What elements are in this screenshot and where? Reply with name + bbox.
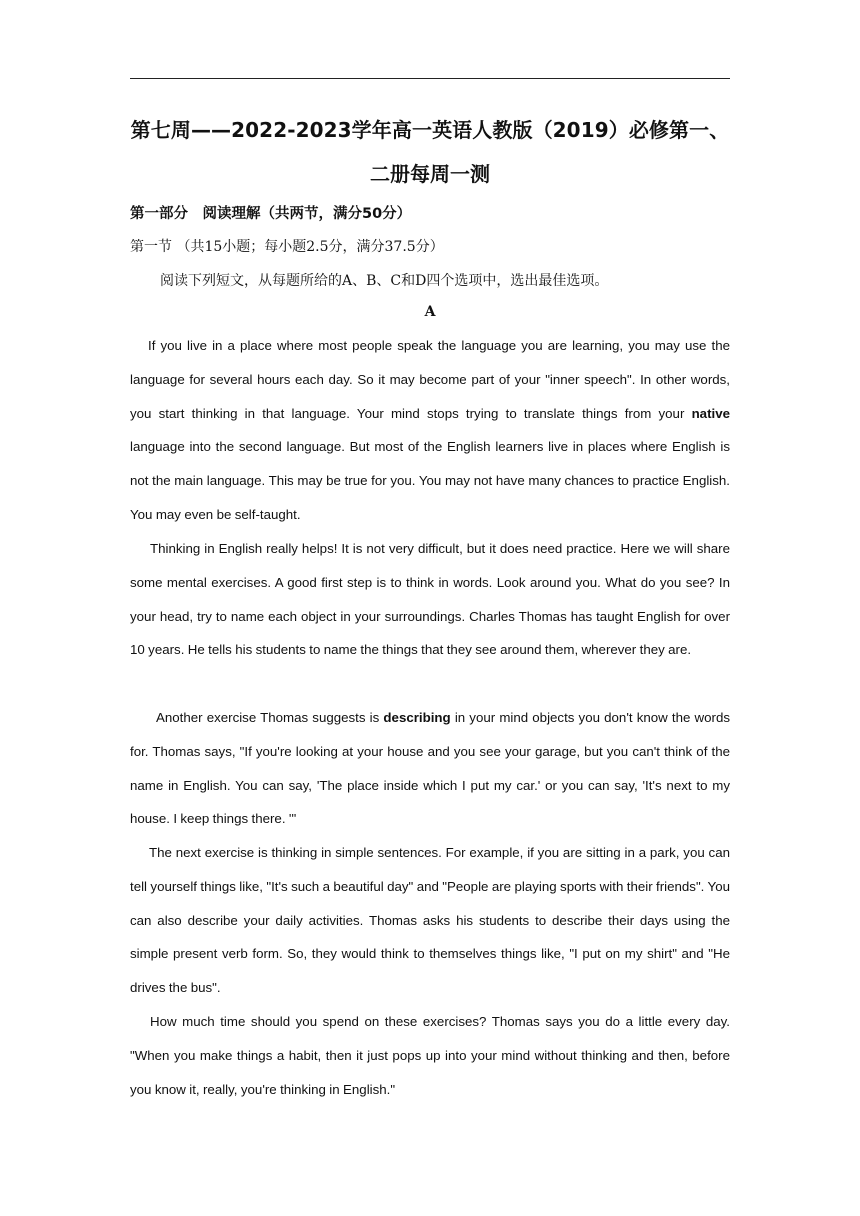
document-title-line-1: 第七周——2022-2023学年高一英语人教版（2019）必修第一、: [130, 118, 730, 142]
document-title-line-2: 二册每周一测: [370, 162, 490, 186]
paragraph-3-text-b: in your mind objects you don't know the words for. Thomas says, "If you're looking at your house and you see your garage, but you can't think of the name in English. You can say, 'The place inside which I put my car.' or you can say, 'It's next to my house. I keep things there. '": [130, 710, 730, 827]
bold-word-describing: describing: [383, 710, 451, 725]
paragraph-5: How much time should you spend on these exercises? Thomas says you do a little every day. "When you make things a habit, then it just pops up into your mind without thinking and then, before you know it, really, you're thinking in English.": [130, 1014, 730, 1097]
instruction-text: 阅读下列短文，从每题所给的A、B、C和D四个选项中，选出最佳选项。: [160, 273, 609, 289]
header-rule: [130, 78, 730, 79]
section-heading: 第一节 （共15小题；每小题2.5分，满分37.5分）: [130, 239, 444, 255]
paragraph-3-text-a: Another exercise Thomas suggests is: [156, 710, 384, 725]
paragraph-2: Thinking in English really helps! It is not very difficult, but it does need practice. Here we will share some mental exercises. A good first step is to think in words. Look around you. What do you see? In your head, try to name each object in your surroundings. Charles Thomas has taught English for over 10 years. He tells his students to name the things that they see around them, wherever they are.: [130, 541, 730, 658]
paragraph-1-text-a: If you live in a place where most people speak the language you are learning, you may use the language for several hours each day. So it may become part of your "inner speech". In other words, you start thinking in that language. Your mind stops trying to translate things from your: [130, 338, 730, 421]
passage-label: A: [424, 304, 436, 320]
paragraph-1-text-b: language into the second language. But most of the English learners live in places where English is not the main language. This may be true for you. You may not have many chances to practice English. You may even be self-taught.: [130, 439, 730, 522]
part-heading: 第一部分 阅读理解（共两节，满分50分）: [130, 206, 412, 222]
paragraph-3: [130, 701, 730, 836]
paragraph-4: The next exercise is thinking in simple sentences. For example, if you are sitting in a park, you can tell yourself things like, "It's such a beautiful day" and "People are playing sports with their friends". You can also describe your daily activities. Thomas asks his students to describe their days using the simple present verb form. So, they would think to themselves things like, "I put on my shirt" and "He drives the bus".: [130, 845, 730, 996]
paragraph-1: [130, 329, 730, 532]
bold-word-native: native: [691, 405, 730, 421]
